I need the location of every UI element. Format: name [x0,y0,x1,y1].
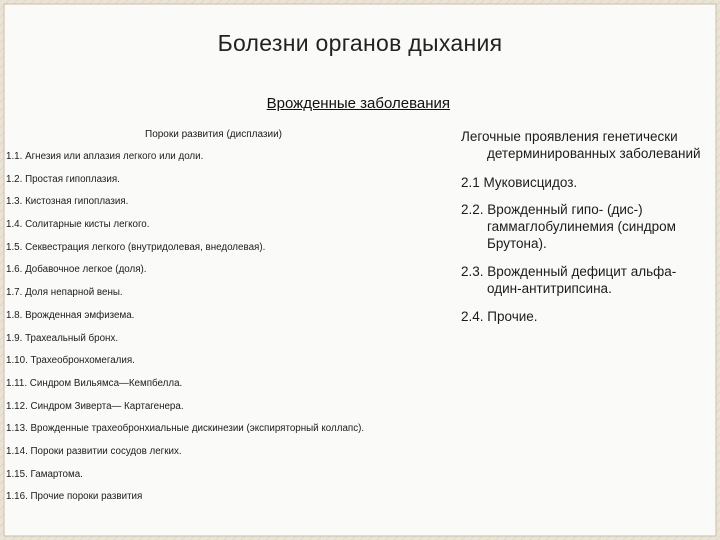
slide-subtitle: Врожденные заболевания [266,95,450,112]
list-item: 1.2. Простая гипоплазия. [6,173,120,185]
list-item: 1.11. Синдром Вильямса—Кемпбелла. [6,377,183,389]
subtitle-wrapper [0,95,720,113]
list-item: 2.4. Прочие. [461,309,538,324]
list-item: 1.10. Трахеобронхомегалия. [6,355,135,367]
left-column-heading: Пороки развития (дисплазии) [145,129,283,140]
list-item: 1.3. Кистозная гипоплазия. [6,196,129,208]
list-item: 2.2. Врожденный гипо- (дис-) гаммаглобулинемия (синдром Брутона). [461,202,676,251]
list-item: 1.6. Добавочное легкое (доля). [6,264,147,276]
list-item: 1.7. Доля непарной вены. [6,287,123,299]
list-item: 1.12. Синдром Зиверта— Картагенера. [6,400,184,412]
list-item: 1.5. Секвестрация легкого (внутридолевая, внедолевая). [6,241,266,253]
list-item: 1.4. Солитарные кисты легкого. [6,219,150,231]
list-item: 1.14. Пороки развитии сосудов легких. [6,445,182,457]
list-item: Легочные проявления генетически детерминированных заболеваний [461,129,701,161]
list-item: 1.1. Агнезия или аплазия легкого или доли. [6,151,204,162]
list-item: 1.15. Гамартома. [6,468,83,480]
slide-title: Болезни органов дыхания [217,30,503,56]
list-item: 2.1 Муковисцидоз. [461,175,578,190]
list-item: 1.16. Прочие пороки развития [6,491,143,503]
list-item: 2.3. Врожденный дефицит альфа-один-антитрипсина. [461,264,677,296]
dysplasia-list [6,150,446,513]
list-item: 1.13. Врожденные трахеобронхиальные дискинезии (экспиряторный коллапс). [6,423,365,435]
genetic-diseases-list [461,128,701,325]
list-item: 1.8. Врожденная эмфизема. [6,309,135,321]
list-item: 1.9. Трахеальный бронх. [6,332,119,344]
